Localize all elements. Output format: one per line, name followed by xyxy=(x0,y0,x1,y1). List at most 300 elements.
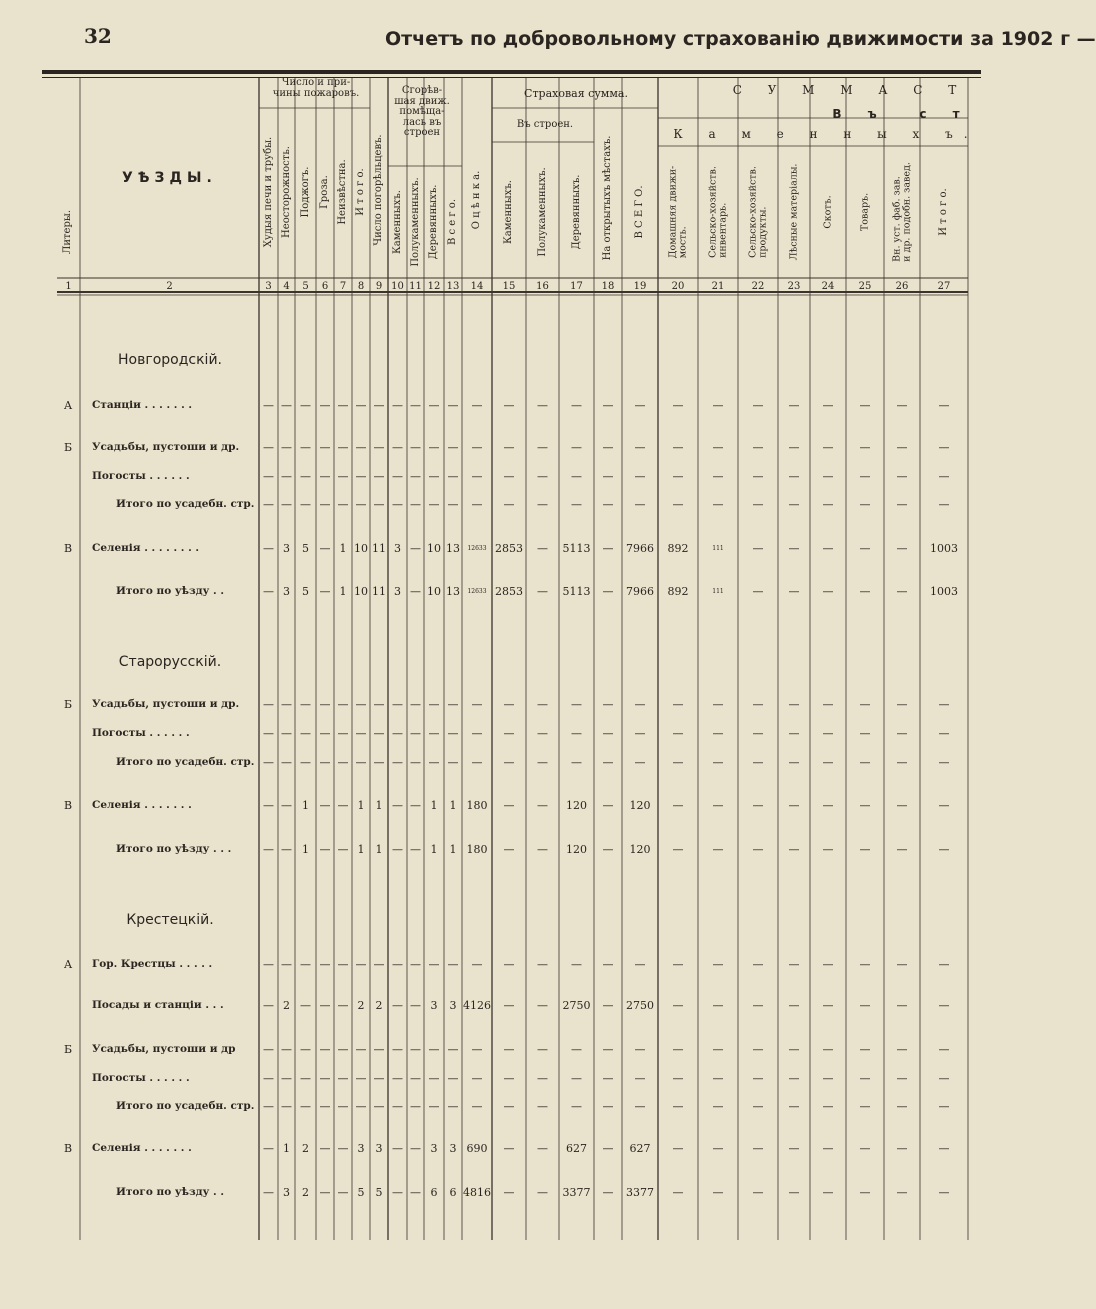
column-header-7: Неизвѣстна. xyxy=(337,159,348,225)
cell-col-18: — xyxy=(602,441,614,454)
cell-col-27: — xyxy=(938,756,950,769)
cell-col-7: — xyxy=(337,843,349,856)
cell-col-5: — xyxy=(300,999,311,1012)
cell-col-25: — xyxy=(859,799,871,812)
cell-col-11: — xyxy=(410,727,421,740)
cell-col-26: — xyxy=(896,799,908,812)
cell-col-16: — xyxy=(537,1142,548,1155)
column-header-17: Деревянныхъ. xyxy=(570,174,582,250)
column-number-3: 3 xyxy=(265,281,272,292)
cell-col-18: — xyxy=(602,727,614,740)
district-name: Новгородскій. xyxy=(118,352,222,368)
cell-col-10: — xyxy=(392,799,403,812)
cell-col-24: — xyxy=(822,498,834,511)
cell-col-25: — xyxy=(859,585,871,598)
cell-col-22: — xyxy=(752,843,764,856)
cell-col-26: — xyxy=(896,1072,908,1085)
cell-col-9: — xyxy=(373,399,385,412)
cell-col-15: — xyxy=(503,1072,515,1085)
cell-col-18: — xyxy=(602,999,614,1012)
fires-group-header: Число и при- чины пожаровъ. xyxy=(272,77,360,99)
cell-col-18: — xyxy=(602,756,614,769)
row-letter: В xyxy=(63,542,73,555)
cell-col-11: — xyxy=(410,441,421,454)
cell-col-19: — xyxy=(634,1100,646,1113)
cell-col-13: — xyxy=(447,698,459,711)
cell-col-17: — xyxy=(571,399,582,412)
cell-col-11: — xyxy=(410,1186,421,1199)
cell-col-25: — xyxy=(859,727,871,740)
cell-col-17: — xyxy=(571,1043,582,1056)
cell-col-24: — xyxy=(822,698,834,711)
cell-col-20: — xyxy=(672,399,684,412)
column-header-21: Сельско-хозяйств. инвентарь. xyxy=(707,166,728,258)
cell-col-16: — xyxy=(537,843,548,856)
cell-col-17: — xyxy=(571,756,582,769)
cell-col-13: 13 xyxy=(446,585,460,598)
cell-col-27: 1003 xyxy=(930,585,958,598)
cell-col-3: — xyxy=(263,1186,274,1199)
cell-col-8: 5 xyxy=(357,1186,365,1199)
cell-col-17: 120 xyxy=(566,843,587,856)
cell-col-23: — xyxy=(788,1142,800,1155)
cell-col-21: 111 xyxy=(712,545,724,552)
cell-col-15: — xyxy=(503,756,515,769)
cell-col-25: — xyxy=(859,1142,871,1155)
cell-col-4: — xyxy=(281,470,292,483)
cell-col-15: 2853 xyxy=(495,585,523,598)
cell-col-19: 120 xyxy=(629,799,651,812)
cell-col-8: — xyxy=(355,441,367,454)
column-number-13: 13 xyxy=(446,281,460,292)
cell-col-12: — xyxy=(428,399,440,412)
cell-col-5: — xyxy=(300,498,311,511)
cell-col-15: — xyxy=(503,799,515,812)
cell-col-10: — xyxy=(392,999,403,1012)
cell-col-27: — xyxy=(938,498,950,511)
cell-col-12: — xyxy=(428,698,440,711)
cell-col-15: — xyxy=(503,843,515,856)
cell-col-6: — xyxy=(319,698,331,711)
cell-col-11: — xyxy=(410,958,421,971)
cell-col-11: — xyxy=(410,585,421,598)
cell-col-22: — xyxy=(752,1043,764,1056)
cell-col-20: — xyxy=(672,756,684,769)
cell-col-14: — xyxy=(471,958,483,971)
cell-col-6: — xyxy=(319,441,331,454)
uezd-header: УѢЗДЫ. xyxy=(122,170,217,186)
cell-col-18: — xyxy=(602,1100,614,1113)
column-header-11: Полукаменныхъ. xyxy=(409,177,421,267)
cell-col-6: — xyxy=(319,542,331,555)
cell-col-22: — xyxy=(752,1186,764,1199)
cell-col-15: — xyxy=(503,1100,515,1113)
cell-col-17: 2750 xyxy=(562,999,591,1012)
cell-col-12: — xyxy=(428,756,440,769)
cell-col-9: 11 xyxy=(372,542,386,555)
cell-col-24: — xyxy=(822,1142,834,1155)
cell-col-18: — xyxy=(602,698,614,711)
cell-col-22: — xyxy=(752,585,764,598)
cell-col-17: — xyxy=(571,441,582,454)
cell-col-3: — xyxy=(263,1072,274,1085)
cell-col-5: — xyxy=(300,399,311,412)
cell-col-22: — xyxy=(752,799,764,812)
cell-col-8: — xyxy=(355,399,367,412)
cell-col-22: — xyxy=(752,441,764,454)
column-header-6: Гроза. xyxy=(319,175,330,209)
cell-col-10: — xyxy=(392,958,403,971)
cell-col-10: — xyxy=(392,1142,403,1155)
cell-col-23: — xyxy=(788,1186,800,1199)
cell-col-26: — xyxy=(896,843,908,856)
cell-col-10: — xyxy=(392,441,403,454)
cell-col-24: — xyxy=(822,1043,834,1056)
cell-col-4: — xyxy=(281,958,292,971)
cell-col-20: — xyxy=(672,1142,684,1155)
cell-col-7: — xyxy=(337,1142,349,1155)
column-number-12: 12 xyxy=(427,281,441,292)
cell-col-4: 2 xyxy=(283,999,290,1012)
cell-col-11: — xyxy=(410,698,421,711)
cell-col-14: 12633 xyxy=(467,545,487,552)
cell-col-17: 120 xyxy=(566,799,587,812)
cell-col-14: — xyxy=(471,727,483,740)
cell-col-10: — xyxy=(392,1100,403,1113)
cell-col-24: — xyxy=(822,843,834,856)
cell-col-5: — xyxy=(300,958,311,971)
cell-col-19: — xyxy=(634,470,646,483)
cell-col-22: — xyxy=(752,1142,764,1155)
column-header-4: Неосторожность. xyxy=(280,146,292,238)
cell-col-12: 1 xyxy=(430,843,438,856)
cell-col-10: — xyxy=(392,1072,403,1085)
cell-col-10: — xyxy=(392,698,403,711)
cell-col-18: — xyxy=(602,1072,614,1085)
cell-col-25: — xyxy=(859,542,871,555)
cell-col-21: — xyxy=(712,1072,724,1085)
report-title: Отчетъ по добровольному страхованію движимости за 1902 г — xyxy=(385,28,1096,50)
cell-col-12: — xyxy=(428,958,440,971)
cell-col-23: — xyxy=(788,399,800,412)
column-header-9: Число погорѣльцевъ. xyxy=(373,134,384,246)
row-label: Селенія . . . . . . . . xyxy=(92,542,200,554)
cell-col-21: — xyxy=(712,799,724,812)
column-header-25: Товаръ. xyxy=(859,192,871,232)
cell-col-19: — xyxy=(634,698,646,711)
cell-col-12: — xyxy=(428,727,440,740)
cell-col-13: — xyxy=(447,958,459,971)
cell-col-16: — xyxy=(537,1043,548,1056)
cell-col-4: — xyxy=(281,698,292,711)
row-label: Итого по усадебн. стр. xyxy=(116,1100,255,1112)
row-label: Итого по усадебн. стр. xyxy=(116,498,255,510)
cell-col-12: — xyxy=(428,1100,440,1113)
column-number-25: 25 xyxy=(858,281,872,292)
cell-col-20: — xyxy=(672,698,684,711)
cell-col-27: — xyxy=(938,799,950,812)
cell-col-27: — xyxy=(938,470,950,483)
cell-col-3: — xyxy=(263,698,274,711)
cell-col-23: — xyxy=(788,1043,800,1056)
cell-col-19: — xyxy=(634,727,646,740)
cell-col-27: 1003 xyxy=(930,542,958,555)
row-letter: А xyxy=(63,399,73,412)
row-label: Усадьбы, пустоши и др. xyxy=(92,698,240,710)
cell-col-19: 627 xyxy=(629,1142,651,1155)
cell-col-23: — xyxy=(788,585,800,598)
row-letter: Б xyxy=(63,1043,73,1056)
cell-col-8: — xyxy=(355,1043,367,1056)
cell-col-18: — xyxy=(602,498,614,511)
cell-col-23: — xyxy=(788,470,800,483)
cell-col-27: — xyxy=(938,1142,950,1155)
cell-col-18: — xyxy=(602,958,614,971)
cell-col-19: 2750 xyxy=(626,999,654,1012)
cell-col-27: — xyxy=(938,843,950,856)
letters-header: Литеры. xyxy=(62,210,73,254)
column-number-16: 16 xyxy=(536,281,549,292)
cell-col-27: — xyxy=(938,1100,950,1113)
cell-col-6: — xyxy=(319,1186,331,1199)
in-buildings-header: Въ строен. xyxy=(516,119,574,130)
cell-col-27: — xyxy=(938,727,950,740)
summa-group-header: С У М М А С Т xyxy=(732,83,968,97)
page-number: 32 xyxy=(84,24,112,48)
cell-col-11: — xyxy=(410,542,421,555)
cell-col-19: — xyxy=(634,1072,646,1085)
cell-col-5: 2 xyxy=(302,1186,309,1199)
cell-col-7: — xyxy=(337,1100,349,1113)
column-number-4: 4 xyxy=(283,281,290,292)
cell-col-3: — xyxy=(263,756,274,769)
cell-col-14: — xyxy=(471,698,483,711)
cell-col-9: — xyxy=(373,756,385,769)
cell-col-16: — xyxy=(537,1186,548,1199)
cell-col-14: — xyxy=(471,498,483,511)
cell-col-5: — xyxy=(300,1043,311,1056)
cell-col-5: — xyxy=(300,441,311,454)
cell-col-10: — xyxy=(392,843,403,856)
cell-col-5: — xyxy=(300,727,311,740)
cell-col-22: — xyxy=(752,727,764,740)
cell-col-22: — xyxy=(752,958,764,971)
cell-col-4: — xyxy=(281,1100,292,1113)
cell-col-3: — xyxy=(263,585,274,598)
cell-col-13: — xyxy=(447,756,459,769)
cell-col-9: — xyxy=(373,1100,385,1113)
cell-col-19: 120 xyxy=(629,843,651,856)
cell-col-13: — xyxy=(447,399,459,412)
cell-col-3: — xyxy=(263,799,274,812)
cell-col-6: — xyxy=(319,470,331,483)
cell-col-6: — xyxy=(319,1072,331,1085)
cell-col-16: — xyxy=(537,698,548,711)
cell-col-4: 3 xyxy=(283,1186,290,1199)
cell-col-6: — xyxy=(319,585,331,598)
cell-col-16: — xyxy=(537,542,548,555)
cell-col-23: — xyxy=(788,999,800,1012)
cell-col-20: — xyxy=(672,441,684,454)
cell-col-16: — xyxy=(537,958,548,971)
cell-col-10: — xyxy=(392,1043,403,1056)
column-number-6: 6 xyxy=(321,281,329,292)
cell-col-24: — xyxy=(822,727,834,740)
cell-col-5: 1 xyxy=(302,799,309,812)
row-label: Погосты . . . . . . xyxy=(92,727,190,739)
column-number-18: 18 xyxy=(601,281,615,292)
sum-group-header: Страховая сумма. xyxy=(524,87,628,100)
cell-col-7: — xyxy=(337,958,349,971)
cell-col-24: — xyxy=(822,1100,834,1113)
cell-col-16: — xyxy=(537,799,548,812)
cell-col-16: — xyxy=(537,470,548,483)
cell-col-24: — xyxy=(822,1186,834,1199)
cell-col-27: — xyxy=(938,441,950,454)
cell-col-6: — xyxy=(319,958,331,971)
cell-col-10: 3 xyxy=(394,542,401,555)
cell-col-14: 180 xyxy=(466,799,488,812)
cell-col-3: — xyxy=(263,470,274,483)
cell-col-4: 1 xyxy=(283,1142,290,1155)
cell-col-13: — xyxy=(447,470,459,483)
cell-col-19: — xyxy=(634,756,646,769)
cell-col-13: — xyxy=(447,727,459,740)
cell-col-9: — xyxy=(373,498,385,511)
cell-col-7: — xyxy=(337,727,349,740)
column-number-15: 15 xyxy=(502,281,516,292)
cell-col-21: — xyxy=(712,399,724,412)
column-header-23: Лѣсные матеріалы. xyxy=(788,163,800,261)
column-header-5: Поджогъ. xyxy=(299,166,311,218)
cell-col-16: — xyxy=(537,1100,548,1113)
cell-col-12: 3 xyxy=(430,1142,438,1155)
cell-col-23: — xyxy=(788,843,800,856)
cell-col-15: — xyxy=(503,727,515,740)
cell-col-16: — xyxy=(537,441,548,454)
row-label: Итого по уѣзду . . xyxy=(116,1186,225,1198)
row-label: Станціи . . . . . . . xyxy=(92,399,193,411)
cell-col-6: — xyxy=(319,727,331,740)
cell-col-25: — xyxy=(859,399,871,412)
cell-col-14: 690 xyxy=(466,1142,488,1155)
column-number-23: 23 xyxy=(787,281,801,292)
cell-col-3: — xyxy=(263,441,274,454)
cell-col-8: 10 xyxy=(354,585,368,598)
cell-col-7: — xyxy=(337,1043,349,1056)
cell-col-5: 5 xyxy=(302,585,309,598)
cell-col-15: 2853 xyxy=(495,542,523,555)
cell-col-18: — xyxy=(602,399,614,412)
cell-col-26: — xyxy=(896,958,908,971)
cell-col-10: 3 xyxy=(394,585,401,598)
cell-col-17: — xyxy=(571,958,582,971)
cell-col-15: — xyxy=(503,1142,515,1155)
cell-col-14: — xyxy=(471,441,483,454)
cell-col-7: 1 xyxy=(339,585,347,598)
cell-col-11: — xyxy=(410,799,421,812)
cell-col-5: — xyxy=(300,1100,311,1113)
column-number-22: 22 xyxy=(751,281,765,292)
cell-col-16: — xyxy=(537,727,548,740)
cell-col-7: — xyxy=(337,441,349,454)
cell-col-20: — xyxy=(672,958,684,971)
cell-col-4: — xyxy=(281,1043,292,1056)
column-number-1: 1 xyxy=(65,281,72,292)
row-letter: Б xyxy=(63,441,73,454)
cell-col-26: — xyxy=(896,999,908,1012)
row-label: Селенія . . . . . . . xyxy=(92,799,192,811)
cell-col-10: — xyxy=(392,727,403,740)
cell-col-9: 1 xyxy=(375,843,383,856)
cell-col-21: — xyxy=(712,756,724,769)
cell-col-17: — xyxy=(571,727,582,740)
cell-col-24: — xyxy=(822,756,834,769)
cell-col-26: — xyxy=(896,1100,908,1113)
cell-col-19: 7966 xyxy=(626,542,654,555)
cell-col-8: — xyxy=(355,498,367,511)
cell-col-11: — xyxy=(410,843,421,856)
cell-col-16: — xyxy=(537,399,548,412)
column-number-8: 8 xyxy=(357,281,365,292)
cell-col-22: — xyxy=(752,1100,764,1113)
cell-col-21: — xyxy=(712,1043,724,1056)
district-name: Старорусскій. xyxy=(118,654,222,670)
cell-col-21: — xyxy=(712,999,724,1012)
column-header-14: О ц ѣ н к а. xyxy=(471,170,482,230)
cell-col-26: — xyxy=(896,1186,908,1199)
cell-col-11: — xyxy=(410,470,421,483)
cell-col-27: — xyxy=(938,399,950,412)
cell-col-8: — xyxy=(355,958,367,971)
cell-col-13: 3 xyxy=(449,1142,457,1155)
cell-col-13: — xyxy=(447,1043,459,1056)
column-number-7: 7 xyxy=(339,281,347,292)
column-number-19: 19 xyxy=(633,281,647,292)
cell-col-21: — xyxy=(712,727,724,740)
cell-col-8: — xyxy=(355,470,367,483)
cell-col-24: — xyxy=(822,1072,834,1085)
cell-col-12: 3 xyxy=(430,999,438,1012)
cell-col-12: — xyxy=(428,470,440,483)
cell-col-22: — xyxy=(752,999,764,1012)
cell-col-4: 3 xyxy=(283,542,290,555)
cell-col-11: — xyxy=(410,1043,421,1056)
cell-col-8: 1 xyxy=(357,843,365,856)
cell-col-17: 3377 xyxy=(562,1186,591,1199)
cell-col-26: — xyxy=(896,1043,908,1056)
cell-col-21: — xyxy=(712,470,724,483)
cell-col-26: — xyxy=(896,585,908,598)
cell-col-20: — xyxy=(672,1043,684,1056)
cell-col-21: — xyxy=(712,843,724,856)
cell-col-13: — xyxy=(447,441,459,454)
cell-col-26: — xyxy=(896,1142,908,1155)
cell-col-14: — xyxy=(471,1072,483,1085)
cell-col-18: — xyxy=(602,1186,614,1199)
cell-col-4: — xyxy=(281,727,292,740)
cell-col-25: — xyxy=(859,999,871,1012)
cell-col-25: — xyxy=(859,1072,871,1085)
column-header-8: И т о г о. xyxy=(355,168,366,216)
cell-col-18: — xyxy=(602,1043,614,1056)
cell-col-5: — xyxy=(300,756,311,769)
cell-col-13: 1 xyxy=(449,843,457,856)
cell-col-25: — xyxy=(859,498,871,511)
cell-col-22: — xyxy=(752,542,764,555)
cell-col-23: — xyxy=(788,1072,800,1085)
cell-col-11: — xyxy=(410,999,421,1012)
